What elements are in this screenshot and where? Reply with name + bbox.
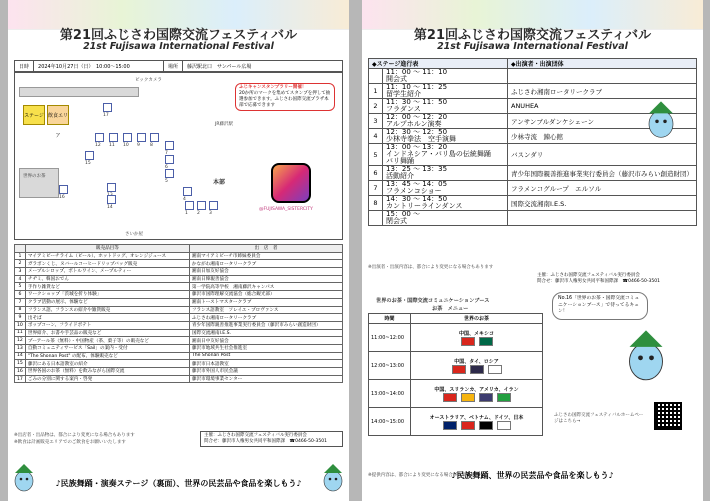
stage-performer (508, 211, 697, 226)
stage-program (383, 166, 508, 181)
vendor-item: 世界各国のお茶（無料）を飲みながら国際交流 (25, 368, 189, 376)
booth-number: 15 (85, 161, 91, 166)
flag-icon (452, 365, 466, 374)
mascot-icon (624, 328, 668, 384)
page-subtitle: 21st Fujisawa International Festival (437, 41, 628, 52)
vendor-row (15, 321, 343, 329)
vendor-row (15, 314, 343, 322)
vendor-row (15, 344, 343, 352)
booth-marker (107, 183, 116, 192)
stamp-rally-box (235, 83, 335, 111)
note-2: ※飲食は計画販売エリアでのご飲食をお願いいたします (14, 440, 126, 445)
vendor-number: 1 (15, 252, 26, 260)
flyer-back (362, 0, 703, 501)
vendor-item: 世界紹介、お書や手芸品の販売など (25, 329, 189, 337)
stage-performer: フラメンコグループ エルソル (508, 181, 697, 196)
stage-program (383, 196, 508, 211)
contact-line: 問合せ：藤沢市人権男女共同平和国際課 ☎0466-50-3501 (537, 279, 660, 284)
booth-number: 14 (107, 205, 113, 210)
tea-note: ※提供内容は、都合により変更になる場合があります (368, 473, 476, 478)
vendor-item: 藤沢にある日本語教室の紹介 (25, 360, 189, 368)
stage-time: 15：00 ～ (386, 210, 421, 218)
event-info (14, 60, 343, 72)
tea-countries-cell (411, 380, 543, 408)
booth-marker (165, 141, 174, 150)
stage-performer (508, 69, 697, 84)
vendor-row (15, 268, 343, 276)
vendor-shop: 藤沢市国際理解交流協会（総合観光部） (189, 291, 342, 299)
vendor-shop: ふじさわ湘南ロータリークラブ (189, 314, 342, 322)
instagram-qr[interactable] (271, 163, 311, 203)
tea-countries: 中国、メキシコ (459, 330, 494, 337)
organizer-line: 主催：ふじさわ国際交流フェスティバル実行委員会 (204, 433, 307, 438)
vendor-row (15, 291, 343, 299)
flag-icon (479, 421, 493, 430)
road-top-label: ビックカメラ (135, 78, 162, 83)
road-bottom-label: さいか屋 (125, 232, 143, 237)
vendor-row (15, 329, 343, 337)
place-value: 藤沢駅北口 サンパール広場 (187, 63, 252, 70)
vendor-item: フランス語、フランスの紹介や雑貨販売 (25, 306, 189, 314)
tea-countries: 中国、タイ、ロシア (454, 358, 499, 365)
stage-number (369, 211, 383, 226)
tea-countries: 中国、スリランカ、アメリカ、イラン (434, 386, 519, 393)
flag-icon (497, 393, 511, 402)
vendor-shop: 藤沢市外国人市民会議 (189, 368, 342, 376)
stage-title: インドネシア・バリ島の伝統舞踊 バリ舞踊 (386, 150, 498, 165)
vendor-item: ポップコーン、フライドポテト (25, 321, 189, 329)
flag-icon (461, 393, 475, 402)
slogan: ♪民族舞踊、世界の民芸品や食品を楽しもう♪ (451, 471, 614, 480)
vendor-shop: 湘南トーストマスタークラブ (189, 298, 342, 306)
slogan: ♪民族舞踊・演奏ステージ（裏面）、世界の民芸品や食品を楽しもう♪ (55, 479, 302, 488)
stage-title: フラメンコショー (386, 187, 442, 195)
homepage-qr[interactable] (654, 402, 682, 430)
booth-number: 1 (185, 211, 188, 216)
stage-number: 5 (369, 144, 383, 166)
booth-marker (165, 155, 174, 164)
vendor-number: 10 (15, 321, 26, 329)
stage-time: 11：00 ～ 11：10 (386, 68, 448, 76)
vendor-item: ワークショップ「茨城を折り体験」 (25, 291, 189, 299)
performer-head: ◆出演者・出演団体 (508, 59, 697, 69)
booth-number: 10 (123, 143, 129, 148)
stamp-text: 20か所のマークを集めてスタンプを押して抽選参加できます。ふじさわ国際交流プラザ本部で応募できます (239, 91, 331, 108)
stage-row (369, 144, 697, 166)
vendor-number: 11 (15, 329, 26, 337)
vendor-col-no (15, 245, 26, 253)
vendor-number: 3 (15, 268, 26, 276)
stage-program (383, 84, 508, 99)
vendor-number: 12 (15, 337, 26, 345)
stage-number: 3 (369, 114, 383, 129)
stage-head: ◆ステージ進行表 (369, 59, 508, 69)
stage-program (383, 99, 508, 114)
stage-number: 1 (369, 84, 383, 99)
stage-performer: 少林寺流 錬心館 (508, 129, 697, 144)
vendor-number: 9 (15, 314, 26, 322)
note-1: ※出店者・出品物は、都合により変更になる場合もあります (14, 433, 135, 438)
booth-marker (59, 185, 68, 194)
instagram-handle: @FUJISAWA_SISTERCITY (259, 207, 313, 212)
vendor-item: 自動コミュニティサービス「Sail」の案内・受付 (25, 344, 189, 352)
vendor-item: メープルシロップ、ボトルワイン、メープルティー (25, 268, 189, 276)
stage-number: 6 (369, 166, 383, 181)
vendor-shop: 青少年国際親善推進事業実行委員会（藤沢市みらい創造財団） (189, 321, 342, 329)
stage-program (383, 114, 508, 129)
stage-program (383, 69, 508, 84)
page-title: 第21回ふじさわ国際交流フェスティバル (413, 28, 652, 43)
tea-countries-cell (411, 352, 543, 380)
vendor-item: プーアール茶（無料）・中国物産（茶、菓子等）の販売など (25, 337, 189, 345)
tea-row (369, 352, 543, 380)
booth-marker (197, 201, 206, 210)
vendor-row (15, 275, 343, 283)
stage-time: 13：45 ～ 14：05 (386, 180, 448, 188)
booth-number: 4 (183, 197, 186, 202)
tea-row (369, 324, 543, 352)
tea-row (369, 408, 543, 436)
vendor-number: 16 (15, 368, 26, 376)
booth-marker (109, 133, 118, 142)
vendor-number: 14 (15, 352, 26, 360)
vendor-shop: 湘南マイアミビーチ市姉妹委員会 (189, 252, 342, 260)
tea-col-time: 時間 (369, 314, 411, 324)
vendor-number: 6 (15, 291, 26, 299)
venue-map (14, 72, 343, 240)
stage-note: ※出演者・出演内容は、都合により変更になる場合もあります (368, 265, 494, 270)
vendor-shop: かながわ湘南ロータリークラブ (189, 260, 342, 268)
hq-label: 本部 (213, 179, 226, 186)
tea-time: 13:00~14:00 (369, 380, 411, 408)
vendor-shop: 藤沢市地域共生社会推進室 (189, 344, 342, 352)
vendor-row (15, 352, 343, 360)
vendor-row (15, 260, 343, 268)
vendor-row (15, 298, 343, 306)
tea-countries-cell (411, 324, 543, 352)
booth-number: 17 (103, 113, 109, 118)
stage-number: 8 (369, 196, 383, 211)
organizer-box (200, 431, 343, 447)
booth-number: 6 (165, 165, 168, 170)
stamp-title: ふじキャンスタンプラリー開催！ (239, 85, 307, 90)
vendor-shop: The Shonan Post (189, 352, 342, 360)
stage-title: フラダンス (386, 105, 421, 113)
mascot-icon (644, 100, 678, 140)
flag-icon (443, 421, 457, 430)
stage-schedule (368, 58, 697, 226)
booth-marker (185, 201, 194, 210)
stage-time: 14：30 ～ 14：50 (386, 195, 448, 203)
tea-time: 12:00~13:00 (369, 352, 411, 380)
vendor-table (14, 244, 343, 383)
booth-number: 8 (150, 143, 153, 148)
tea-time: 14:00~15:00 (369, 408, 411, 436)
stage-title: 活動紹介 (386, 172, 414, 180)
stage-row (369, 166, 697, 181)
vendor-row (15, 375, 343, 383)
stage-program (383, 129, 508, 144)
stage-title: 少林寺拳法 空手演舞 (386, 135, 456, 143)
vendor-item: 手作り雑貨など (25, 283, 189, 291)
stage-title: 留学生紹介 (386, 90, 421, 98)
stage-time: 13：00 ～ 13：20 (386, 143, 448, 151)
tea-booth-label: 世界のお茶 (23, 174, 46, 179)
tea-countries-cell (411, 408, 543, 436)
stage-performer: アンサンブルダンケシェーン (508, 114, 697, 129)
vendor-shop: 国際交流湘南I.E.S. (189, 329, 342, 337)
vendor-shop: 第一学院高等学校 湘南藤沢キャンパス (189, 283, 342, 291)
stage-performer: ふじさわ湘南ロータリークラブ (508, 84, 697, 99)
date-label: 日時 (15, 61, 34, 71)
vendor-number: 8 (15, 306, 26, 314)
vendor-row (15, 337, 343, 345)
stage-area: ステージ (23, 105, 45, 125)
stage-performer: ANUHEA (508, 99, 697, 114)
stage-time: 12：30 ～ 12：50 (386, 128, 448, 136)
organizer-line: 主催：ふじさわ国際交流フェスティバル実行委員会 (537, 273, 640, 278)
stage-number (369, 69, 383, 84)
flag-icon (470, 365, 484, 374)
stage-title: アルプホルン演奏 (386, 120, 442, 128)
vendor-shop: 湘南日韓親善協会 (189, 275, 342, 283)
stage-performer: 青少年国際親善推進事業実行委員会（藤沢市みらい創造財団） (508, 166, 697, 181)
stage-row (369, 69, 697, 84)
vendor-item: "The Shonan Post" の配布、体験販売など (25, 352, 189, 360)
vendor-item: マイアミビーチライム（ビール）、ホットドッグ、オレンジジュース (25, 252, 189, 260)
stage-program (383, 181, 508, 196)
tea-menu (368, 313, 543, 436)
stage-number: 7 (369, 181, 383, 196)
vendor-item: チヂミ、韓国おでん (25, 275, 189, 283)
tea-subtitle: お茶 メニュー (432, 306, 469, 312)
homepage-label: ふじさわ国際交流フェスティバルホームページはこちら→ (554, 413, 644, 424)
stage-row (369, 181, 697, 196)
page-title: 第21回ふじさわ国際交流フェスティバル (59, 28, 298, 43)
booth-number: 2 (197, 211, 200, 216)
booth-marker (103, 103, 112, 112)
vendor-row (15, 252, 343, 260)
vendor-number: 17 (15, 375, 26, 383)
booth-number: 5 (165, 179, 168, 184)
booth-number: 9 (137, 143, 140, 148)
page-subtitle: 21st Fujisawa International Festival (83, 41, 274, 52)
vendor-shop: 湘南日加友好協会 (189, 268, 342, 276)
place-label: 場所 (164, 61, 183, 71)
vendor-item: ごみの分別に関する案内・啓発 (25, 375, 189, 383)
vendor-item: ガラポンくじ、ヌバールコーヒードリップバッグ販売 (25, 260, 189, 268)
mascot-bubble: No.16「世界のお茶・国際交流コミュニケーションブース」で待ってるキュン！ (552, 292, 648, 320)
booth-marker (95, 133, 104, 142)
flag-icon (479, 337, 493, 346)
stage-time: 12：00 ～ 12：20 (386, 113, 448, 121)
booth-marker (137, 133, 146, 142)
vendor-row (15, 360, 343, 368)
vendor-col-shop: 出 店 者 (189, 245, 342, 253)
booth-marker (183, 187, 192, 196)
tea-countries: オーストラリア、ベトナム、ドイツ、日本 (429, 414, 524, 421)
booth-marker (165, 169, 174, 178)
vendor-shop: 藤沢市環境事業センター (189, 375, 342, 383)
date-value: 2024年10月27日（日） 10:00～15:00 (34, 61, 164, 71)
vendor-col-item: 販売品目等 (25, 245, 189, 253)
stage-time: 13：25 ～ 13：35 (386, 165, 448, 173)
exit-label: JR藤沢駅 (215, 122, 233, 127)
booth-number: 12 (95, 143, 101, 148)
stage-program (383, 211, 508, 226)
booth-number: 3 (209, 211, 212, 216)
vendor-row (15, 368, 343, 376)
flag-icon (488, 365, 502, 374)
vendor-shop: フランス語教室 ソレイユ・プロヴァンス (189, 306, 342, 314)
vendor-number: 13 (15, 344, 26, 352)
booth-marker (150, 133, 159, 142)
booth-marker (85, 151, 94, 160)
tea-col-tea: 世界のお茶 (411, 314, 543, 324)
stage-performer: 国際交流湘南I.E.S. (508, 196, 697, 211)
stage-time: 11：30 ～ 11：50 (386, 98, 448, 106)
flag-icon (443, 393, 457, 402)
tea-row (369, 380, 543, 408)
vendor-number: 7 (15, 298, 26, 306)
food-area: 飲食エリア (47, 105, 69, 125)
flag-icon (497, 421, 511, 430)
flag-icon (479, 393, 493, 402)
stage-performer: バスンダリ (508, 144, 697, 166)
flyer-front (8, 0, 349, 501)
stage-row (369, 196, 697, 211)
booth-number: 7 (165, 151, 168, 156)
vendor-row (15, 283, 343, 291)
flag-icon (461, 337, 475, 346)
booth-marker (209, 201, 218, 210)
stage-title: カントリーラインダンス (386, 202, 463, 210)
stage-number: 2 (369, 99, 383, 114)
stage-number: 4 (369, 129, 383, 144)
vendor-row (15, 306, 343, 314)
stage-program (383, 144, 508, 166)
stage-row (369, 84, 697, 99)
booth-number: 16 (59, 195, 65, 200)
stage-time: 11：10 ～ 11：25 (386, 83, 448, 91)
flag-icon (461, 421, 475, 430)
vendor-number: 4 (15, 275, 26, 283)
vendor-shop: 藤沢市日本語教室 (189, 360, 342, 368)
tea-time: 11:00~12:00 (369, 324, 411, 352)
vendor-shop: 湘南日中友好協会 (189, 337, 342, 345)
building (19, 87, 139, 97)
vendor-number: 5 (15, 283, 26, 291)
tea-title: 世界のお茶・国際交流コミュニケーションブース (376, 298, 490, 304)
booth-marker (107, 195, 116, 204)
vendor-item: クラブ活動の展示、体験など (25, 298, 189, 306)
vendor-item: 出そば (25, 314, 189, 322)
vendor-number: 2 (15, 260, 26, 268)
vendor-number: 15 (15, 360, 26, 368)
stage-row (369, 211, 697, 226)
contact-line: 問合せ：藤沢市人権男女共同平和国際課 ☎0466-50-3501 (204, 439, 327, 444)
booth-number: 11 (109, 143, 115, 148)
stage-title: 閉会式 (386, 217, 407, 225)
organizer-box (534, 272, 697, 286)
stage-title: 開会式 (386, 75, 407, 83)
booth-marker (123, 133, 132, 142)
